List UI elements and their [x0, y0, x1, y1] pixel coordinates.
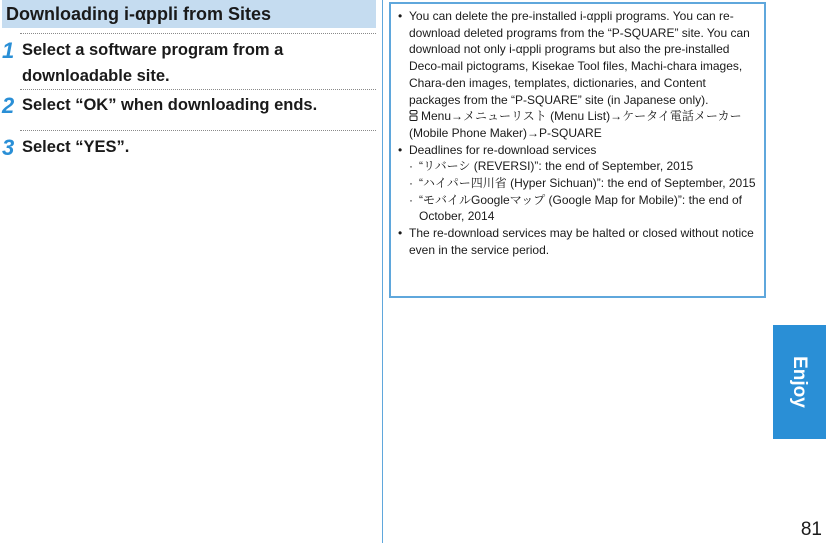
deadline-item [397, 175, 758, 192]
deadline-text: “リバーシ (REVERSI)”: the end of September, 2015 [419, 159, 694, 174]
deadline-text: “ハイパー四川省 (Hyper Sichuan)”: the end of September, 2015 [419, 176, 756, 191]
note-text: You can delete the pre-installed i-αppli programs. You can re-download deleted programs from the “P-SQUARE” site. You can download not only i-αppli programs but also the pre-installed Deco-mail pictograms, Kisekae Tool files, Machi-chara images, Chara-den images, templates, dictionaries, and Content packages from the “P-SQUARE” site (in Japanese only). [409, 9, 750, 107]
dotted-divider [20, 33, 376, 34]
step-text: Select “YES”. [22, 138, 130, 156]
menu-key-icon [409, 110, 418, 121]
deadline-text: “モバイルGoogleマップ (Google Map for Mobile)”: the end of October, 2014 [419, 192, 742, 224]
menu-path-text: Menu→メニューリスト (Menu List)→ケータイ電話メーカー (Mobile Phone Maker)→P-SQUARE [409, 109, 742, 140]
menu-path [397, 108, 758, 141]
sub-bullet-mark: · [409, 159, 413, 174]
notes-box [389, 2, 766, 298]
bullet-mark: • [398, 226, 403, 241]
step-text: Select a software program from a downloadable site. [22, 41, 284, 85]
bullet-mark: • [398, 142, 403, 157]
sub-bullet-mark: · [409, 176, 413, 191]
step-text: Select “OK” when downloading ends. [22, 96, 318, 114]
chapter-tab [773, 325, 826, 439]
note-text: The re-download services may be halted or closed without notice even in the service period. [409, 226, 754, 257]
step-number: 3 [2, 135, 15, 160]
dotted-divider [20, 89, 376, 90]
bullet-mark: • [398, 9, 403, 23]
sub-bullet-mark: · [409, 192, 413, 207]
chapter-tab-label: Enjoy [789, 356, 810, 408]
note-bullet [397, 142, 758, 159]
note-bullet [397, 225, 758, 258]
note-bullet [397, 8, 758, 108]
step-number: 1 [2, 38, 15, 63]
page-number: 81 [800, 519, 822, 540]
step-number: 2 [2, 93, 15, 118]
column-divider [382, 0, 383, 543]
deadline-item [397, 192, 758, 225]
note-text: Deadlines for re-download services [409, 142, 597, 157]
deadline-item [397, 158, 758, 175]
section-title: Downloading i-αppli from Sites [2, 0, 376, 28]
dotted-divider [20, 130, 376, 131]
